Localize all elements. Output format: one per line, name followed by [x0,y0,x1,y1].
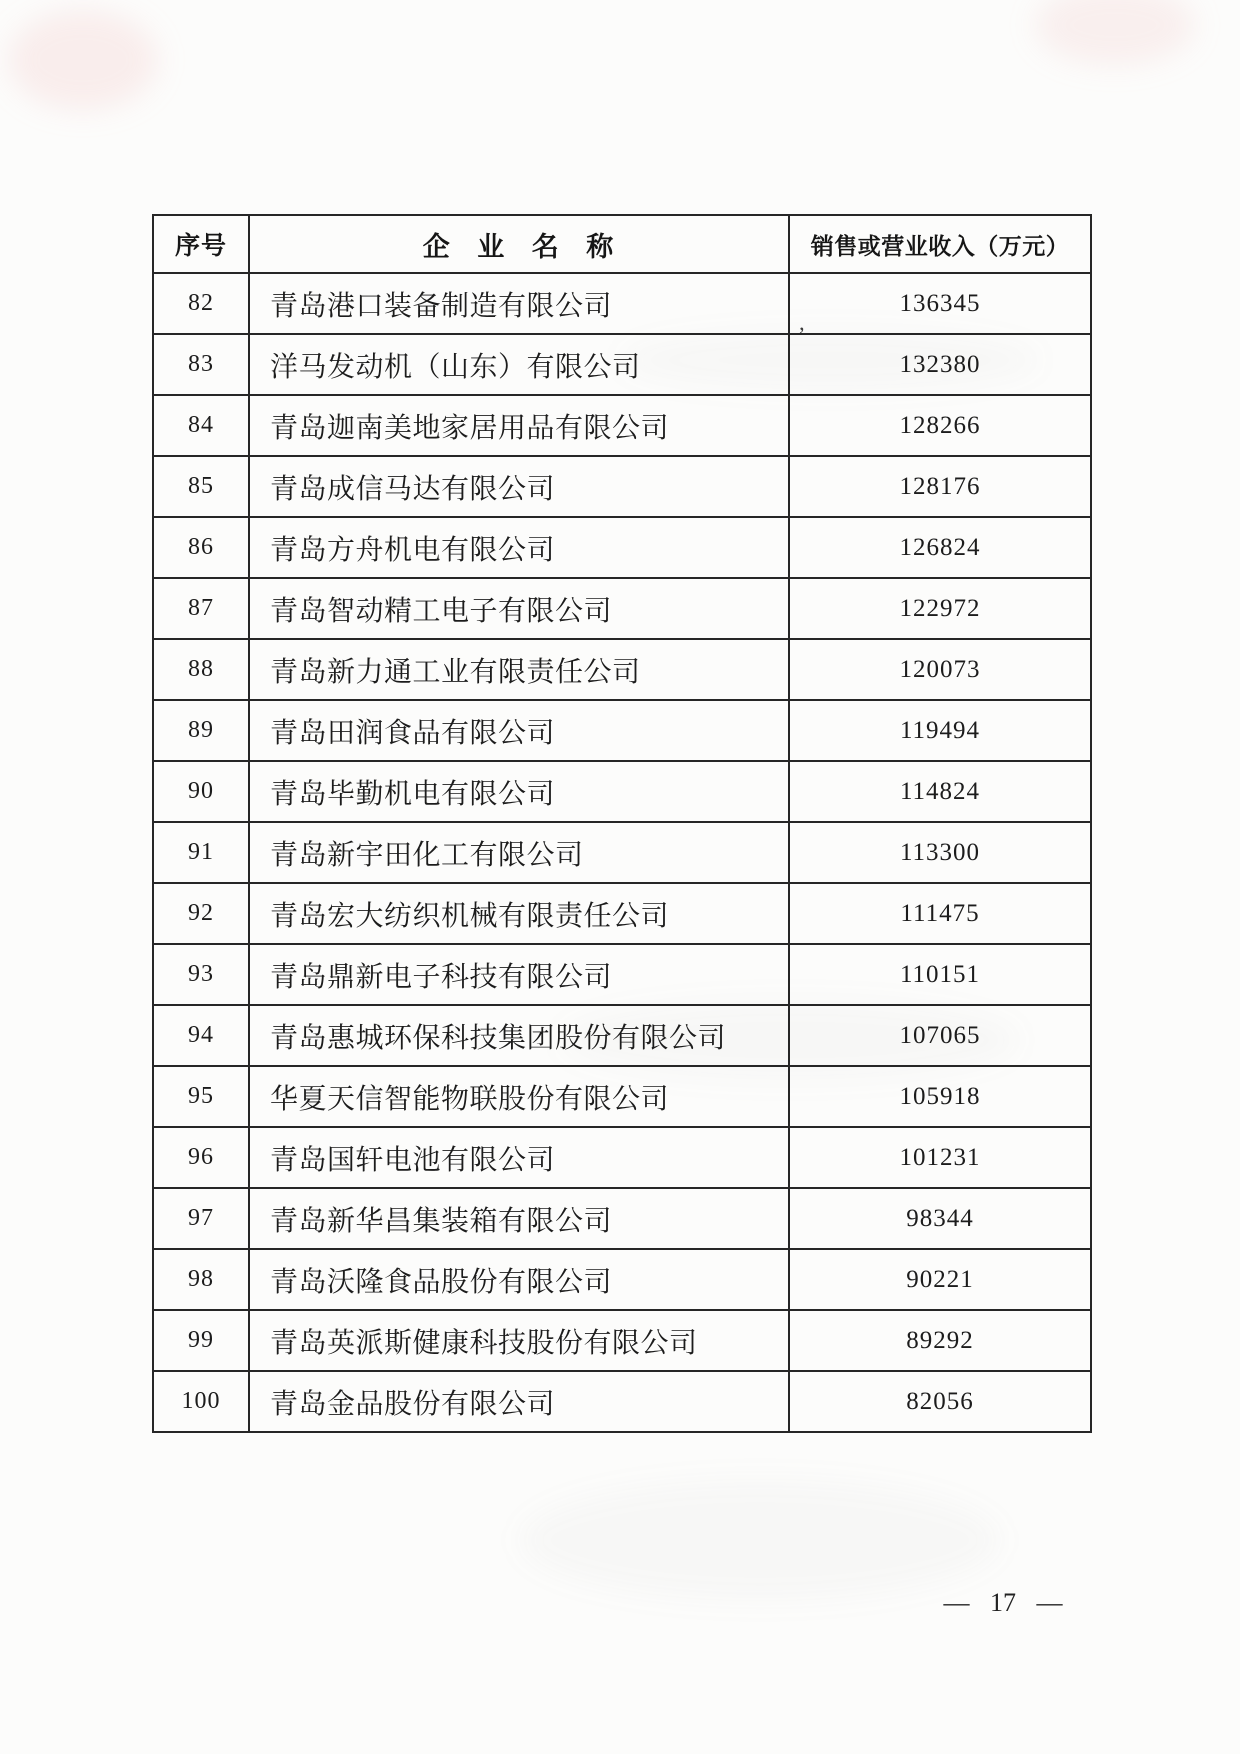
cell-company-name: 青岛金品股份有限公司 [249,1371,789,1432]
cell-revenue: 98344 [789,1188,1091,1249]
table-row [153,1310,1091,1371]
cell-revenue: 122972 [789,578,1091,639]
cell-rank: 89 [153,700,249,761]
table-row [153,761,1091,822]
cell-revenue: 128176 [789,456,1091,517]
scan-artifact-mark: ’ [798,322,806,347]
cell-company-name: 青岛港口装备制造有限公司 [249,273,789,334]
cell-revenue: 101231 [789,1127,1091,1188]
cell-company-name: 青岛新宇田化工有限公司 [249,822,789,883]
cell-revenue: 107065 [789,1005,1091,1066]
cell-revenue: 105918 [789,1066,1091,1127]
cell-revenue: 82056 [789,1371,1091,1432]
table-row [153,944,1091,1005]
cell-company-name: 青岛智动精工电子有限公司 [249,578,789,639]
scan-bleedthrough-blob [520,1480,1000,1600]
cell-revenue: 114824 [789,761,1091,822]
cell-rank: 97 [153,1188,249,1249]
table-row [153,883,1091,944]
cell-company-name: 青岛宏大纺织机械有限责任公司 [249,883,789,944]
cell-rank: 93 [153,944,249,1005]
cell-rank: 88 [153,639,249,700]
cell-rank: 84 [153,395,249,456]
table-row [153,1188,1091,1249]
cell-company-name: 青岛国轩电池有限公司 [249,1127,789,1188]
col-header-company-name: 企 业 名 称 [249,215,789,273]
table-row [153,1066,1091,1127]
cell-company-name: 青岛英派斯健康科技股份有限公司 [249,1310,789,1371]
table-row [153,822,1091,883]
cell-rank: 100 [153,1371,249,1432]
cell-revenue: 126824 [789,517,1091,578]
cell-revenue: 89292 [789,1310,1091,1371]
cell-rank: 87 [153,578,249,639]
cell-revenue: 132380 [789,334,1091,395]
cell-revenue: 136345 [789,273,1091,334]
cell-company-name: 青岛鼎新电子科技有限公司 [249,944,789,1005]
cell-rank: 82 [153,273,249,334]
table-row [153,456,1091,517]
table-row [153,517,1091,578]
page-number: — 17 — [943,1588,1063,1617]
cell-rank: 94 [153,1005,249,1066]
cell-revenue: 90221 [789,1249,1091,1310]
table-row [153,700,1091,761]
cell-revenue: 113300 [789,822,1091,883]
scan-smudge-top-left [8,10,158,110]
cell-rank: 90 [153,761,249,822]
cell-rank: 92 [153,883,249,944]
cell-company-name: 青岛迦南美地家居用品有限公司 [249,395,789,456]
table-row [153,639,1091,700]
cell-company-name: 青岛成信马达有限公司 [249,456,789,517]
cell-rank: 99 [153,1310,249,1371]
cell-rank: 85 [153,456,249,517]
cell-company-name: 青岛沃隆食品股份有限公司 [249,1249,789,1310]
cell-company-name: 青岛田润食品有限公司 [249,700,789,761]
table-row [153,1127,1091,1188]
table-row [153,395,1091,456]
table-row [153,1249,1091,1310]
cell-rank: 91 [153,822,249,883]
cell-company-name: 青岛惠城环保科技集团股份有限公司 [249,1005,789,1066]
cell-company-name: 华夏天信智能物联股份有限公司 [249,1066,789,1127]
cell-rank: 86 [153,517,249,578]
cell-revenue: 128266 [789,395,1091,456]
col-header-revenue: 销售或营业收入（万元） [789,215,1091,273]
header-row [153,215,1091,273]
cell-revenue: 119494 [789,700,1091,761]
table-row [153,1371,1091,1432]
cell-company-name: 青岛新力通工业有限责任公司 [249,639,789,700]
cell-company-name: 青岛毕勤机电有限公司 [249,761,789,822]
cell-rank: 96 [153,1127,249,1188]
col-header-index: 序号 [153,215,249,273]
cell-revenue: 111475 [789,883,1091,944]
revenue-table [152,214,1092,1433]
cell-rank: 83 [153,334,249,395]
table-row [153,334,1091,395]
table-row [153,1005,1091,1066]
cell-company-name: 青岛新华昌集装箱有限公司 [249,1188,789,1249]
cell-rank: 98 [153,1249,249,1310]
cell-company-name: 青岛方舟机电有限公司 [249,517,789,578]
cell-revenue: 110151 [789,944,1091,1005]
cell-revenue: 120073 [789,639,1091,700]
table-row [153,273,1091,334]
cell-rank: 95 [153,1066,249,1127]
cell-company-name: 洋马发动机（山东）有限公司 [249,334,789,395]
scan-smudge-top-right [1035,0,1195,65]
table-row [153,578,1091,639]
